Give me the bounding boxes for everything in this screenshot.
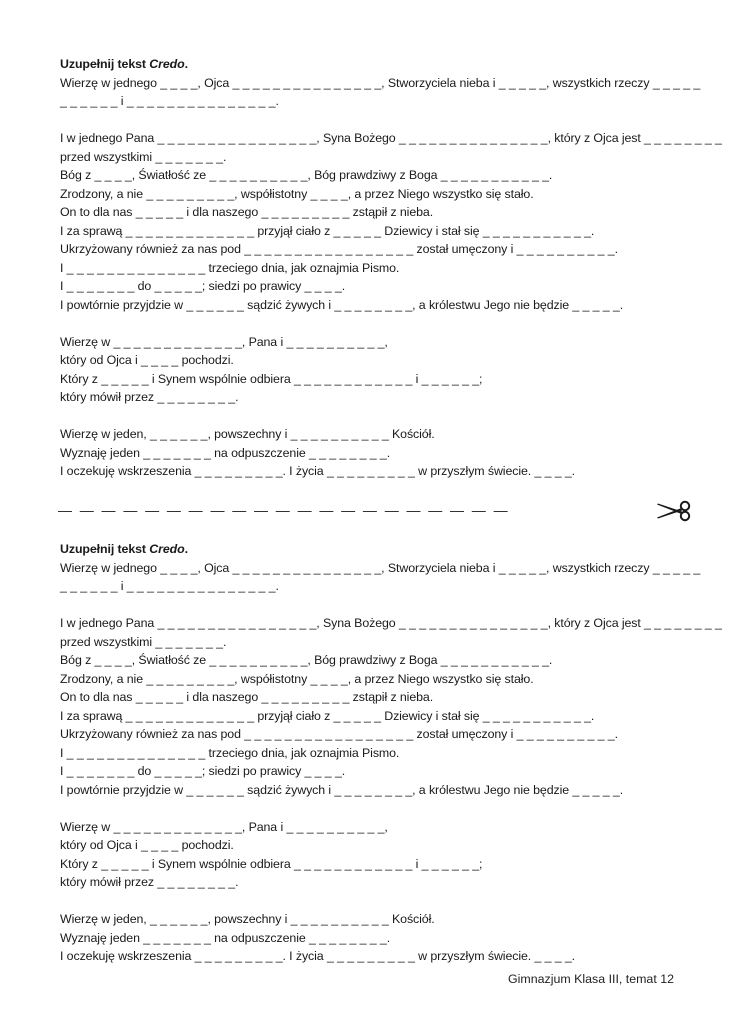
text-line: Wierzę w _ _ _ _ _ _ _ _ _ _ _ _ _, Pana i _ _ _ _ _ _ _ _ _ _, [60, 819, 388, 834]
text-line: Wierzę w jednego _ _ _ _, Ojca _ _ _ _ _ _ _ _ _ _ _ _ _ _ _, Stworzyciela nieba i _ _ _ _ _, wszystkich rzeczy _ _ _ _ _ [60, 75, 701, 90]
text-line: I za sprawą _ _ _ _ _ _ _ _ _ _ _ _ _ przyjął ciało z _ _ _ _ _ Dziewicy i stał się _ _ _ _ _ _ _ _ _ _ _. [60, 708, 595, 723]
exercise-block-2 [60, 540, 722, 966]
blank-line [60, 111, 680, 130]
scissors-icon [654, 500, 694, 522]
text-line: I oczekuję wskrzeszenia _ _ _ _ _ _ _ _ _. I życia _ _ _ _ _ _ _ _ _ w przyszłym świecie. _ _ _ _. [60, 464, 575, 478]
cut-line [58, 500, 698, 520]
text-line: I w jednego Pana _ _ _ _ _ _ _ _ _ _ _ _ _ _ _ _, Syna Bożego _ _ _ _ _ _ _ _ _ _ _ _ _ _ _, który z Ojca jest _ _ _ _ _ _ _ _ [60, 616, 722, 630]
text-line: Ukrzyżowany również za nas pod _ _ _ _ _ _ _ _ _ _ _ _ _ _ _ _ _ został umęczony i _ _ _ _ _ _ _ _ _ _. [60, 727, 618, 741]
text-line: który mówił przez _ _ _ _ _ _ _ _. [60, 875, 239, 889]
text-line: _ _ _ _ _ _ i _ _ _ _ _ _ _ _ _ _ _ _ _ _ _. [60, 579, 279, 593]
text-line: I oczekuję wskrzeszenia _ _ _ _ _ _ _ _ _. I życia _ _ _ _ _ _ _ _ _ w przyszłym świecie. _ _ _ _. [60, 949, 575, 963]
text-line: I za sprawą _ _ _ _ _ _ _ _ _ _ _ _ _ przyjął ciało z _ _ _ _ _ Dziewicy i stał się _ _ _ _ _ _ _ _ _ _ _. [60, 223, 595, 238]
exercise-block-1 [60, 55, 722, 481]
text-line: Który z _ _ _ _ _ i Synem wspólnie odbiera _ _ _ _ _ _ _ _ _ _ _ _ i _ _ _ _ _ _; [60, 371, 483, 386]
text-line: Wierzę w jeden, _ _ _ _ _ _, powszechny i _ _ _ _ _ _ _ _ _ _ Kościół. [60, 912, 435, 926]
blank-line [60, 799, 680, 818]
exercise-lines [60, 559, 722, 966]
text-line: przed wszystkimi _ _ _ _ _ _ _. [60, 634, 227, 649]
text-line: Wyznaję jeden _ _ _ _ _ _ _ na odpuszczenie _ _ _ _ _ _ _ _. [60, 930, 391, 945]
text-line: Wierzę w jednego _ _ _ _, Ojca _ _ _ _ _ _ _ _ _ _ _ _ _ _ _, Stworzyciela nieba i _ _ _ _ _, wszystkich rzeczy _ _ _ _ _ [60, 560, 701, 575]
text-line: Który z _ _ _ _ _ i Synem wspólnie odbiera _ _ _ _ _ _ _ _ _ _ _ _ i _ _ _ _ _ _; [60, 856, 483, 871]
text-line: Wierzę w _ _ _ _ _ _ _ _ _ _ _ _ _, Pana i _ _ _ _ _ _ _ _ _ _, [60, 334, 388, 349]
text-line: który od Ojca i _ _ _ _ pochodzi. [60, 838, 234, 852]
text-line: _ _ _ _ _ _ i _ _ _ _ _ _ _ _ _ _ _ _ _ _ _. [60, 94, 279, 108]
text-line: Ukrzyżowany również za nas pod _ _ _ _ _ _ _ _ _ _ _ _ _ _ _ _ _ został umęczony i _ _ _ _ _ _ _ _ _ _. [60, 242, 618, 256]
blank-line [60, 407, 680, 426]
text-line: Wierzę w jeden, _ _ _ _ _ _, powszechny i _ _ _ _ _ _ _ _ _ _ Kościół. [60, 427, 435, 441]
text-line: I _ _ _ _ _ _ _ _ _ _ _ _ _ _ trzeciego dnia, jak oznajmia Pismo. [60, 260, 400, 275]
page-footer: Gimnazjum Klasa III, temat 12 [508, 972, 674, 986]
text-line: I _ _ _ _ _ _ _ do _ _ _ _ _; siedzi po prawicy _ _ _ _. [60, 279, 346, 293]
blank-line [60, 596, 680, 615]
exercise-title: Uzupełnij tekst Credo. [60, 57, 188, 71]
text-line: On to dla nas _ _ _ _ _ i dla naszego _ _ _ _ _ _ _ _ _ zstąpił z nieba. [60, 690, 434, 704]
text-line: Wyznaję jeden _ _ _ _ _ _ _ na odpuszczenie _ _ _ _ _ _ _ _. [60, 445, 391, 460]
text-line: On to dla nas _ _ _ _ _ i dla naszego _ _ _ _ _ _ _ _ _ zstąpił z nieba. [60, 205, 434, 219]
text-line: I powtórnie przyjdzie w _ _ _ _ _ _ sądzić żywych i _ _ _ _ _ _ _ _, a królestwu Jego nie będzie _ _ _ _ _. [60, 782, 624, 797]
exercise-lines [60, 74, 722, 481]
text-line: I w jednego Pana _ _ _ _ _ _ _ _ _ _ _ _ _ _ _ _, Syna Bożego _ _ _ _ _ _ _ _ _ _ _ _ _ _ _, który z Ojca jest _ _ _ _ _ _ _ _ [60, 131, 722, 145]
blank-line [60, 892, 680, 911]
blank-line [60, 314, 680, 333]
text-line: który mówił przez _ _ _ _ _ _ _ _. [60, 390, 239, 404]
text-line: Zrodzony, a nie _ _ _ _ _ _ _ _ _, współistotny _ _ _ _, a przez Niego wszystko się stało. [60, 671, 534, 686]
exercise-title: Uzupełnij tekst Credo. [60, 542, 188, 556]
text-line: I _ _ _ _ _ _ _ _ _ _ _ _ _ _ trzeciego dnia, jak oznajmia Pismo. [60, 745, 400, 760]
text-line: I _ _ _ _ _ _ _ do _ _ _ _ _; siedzi po prawicy _ _ _ _. [60, 764, 346, 778]
text-line: Bóg z _ _ _ _, Światłość ze _ _ _ _ _ _ _ _ _ _, Bóg prawdziwy z Boga _ _ _ _ _ _ _ _ _ _ _. [60, 168, 553, 182]
cut-line-dashes: — — — — — — — — — — — — — — — — — — — — — [58, 502, 508, 518]
text-line: przed wszystkimi _ _ _ _ _ _ _. [60, 149, 227, 164]
text-line: który od Ojca i _ _ _ _ pochodzi. [60, 353, 234, 367]
text-line: I powtórnie przyjdzie w _ _ _ _ _ _ sądzić żywych i _ _ _ _ _ _ _ _, a królestwu Jego nie będzie _ _ _ _ _. [60, 297, 624, 312]
text-line: Bóg z _ _ _ _, Światłość ze _ _ _ _ _ _ _ _ _ _, Bóg prawdziwy z Boga _ _ _ _ _ _ _ _ _ _ _. [60, 653, 553, 667]
text-line: Zrodzony, a nie _ _ _ _ _ _ _ _ _, współistotny _ _ _ _, a przez Niego wszystko się stało. [60, 186, 534, 201]
